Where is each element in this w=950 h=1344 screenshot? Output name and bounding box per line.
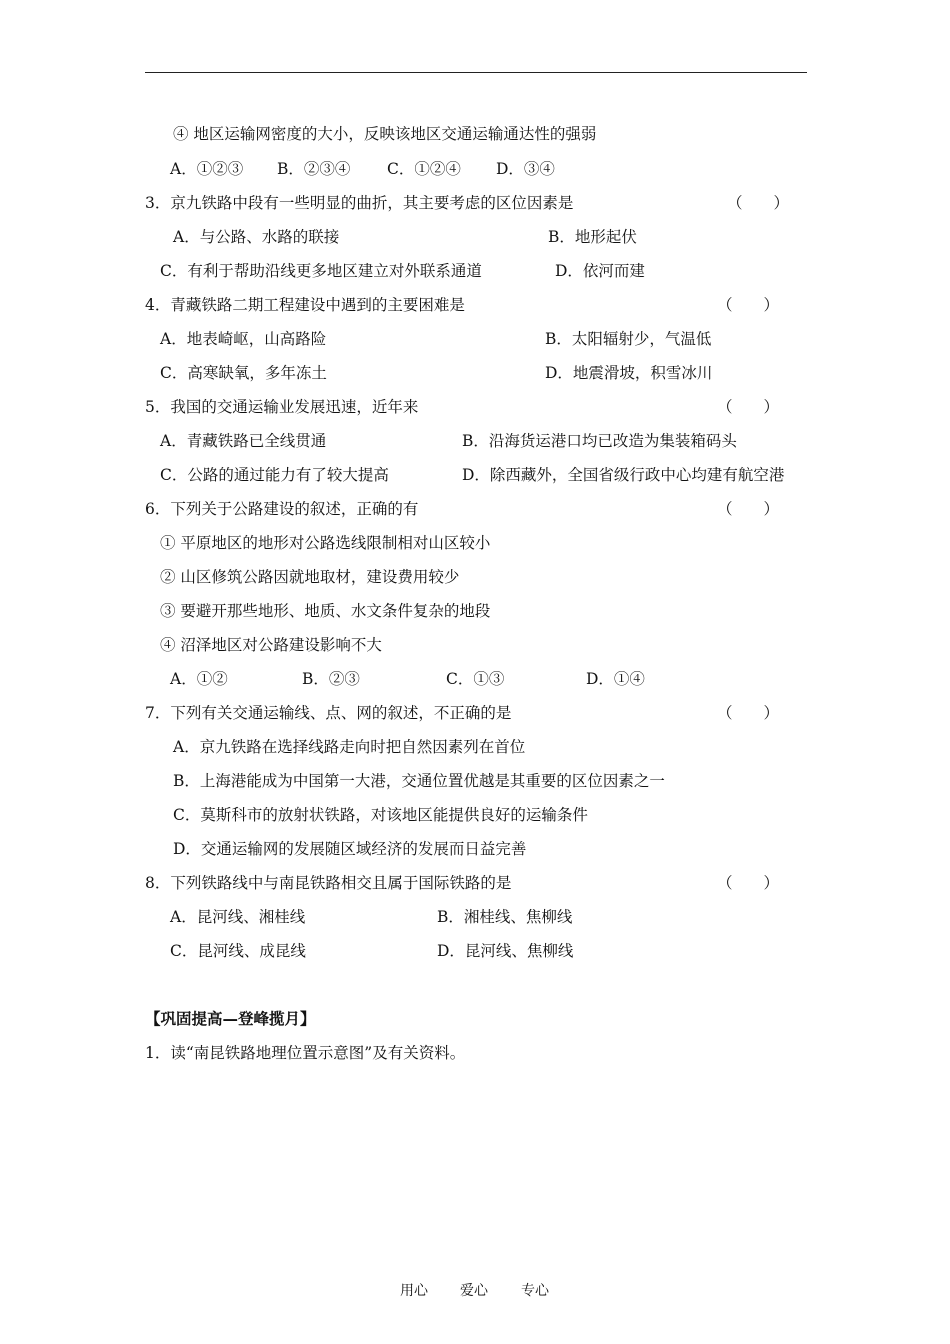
q2-option-a: A．①②③ bbox=[170, 160, 244, 178]
q3-option-a: A．与公路、水路的联接 bbox=[173, 228, 340, 246]
q4-stem: 4．青藏铁路二期工程建设中遇到的主要困难是 bbox=[145, 296, 465, 314]
q6-option-c: C．①③ bbox=[446, 670, 505, 688]
q6-item-3: ③ 要避开那些地形、地质、水文条件复杂的地段 bbox=[160, 602, 491, 620]
q4-option-a: A．地表崎岖，山高路险 bbox=[160, 330, 327, 348]
footer-text-3: 专心 bbox=[521, 1283, 549, 1299]
q6-option-d: D．①④ bbox=[586, 670, 645, 688]
footer-text-1: 用心 bbox=[400, 1283, 428, 1299]
q3-answer-blank: （ ） bbox=[727, 194, 790, 212]
q6-item-4: ④ 沼泽地区对公路建设影响不大 bbox=[160, 636, 382, 654]
q2-option-c: C．①②④ bbox=[387, 160, 461, 178]
section-question-1: 1．读“南昆铁路地理位置示意图”及有关资料。 bbox=[145, 1044, 466, 1062]
q4-option-c: C．高寒缺氧，多年冻土 bbox=[160, 364, 327, 382]
q3-stem: 3．京九铁路中段有一些明显的曲折，其主要考虑的区位因素是 bbox=[145, 194, 574, 212]
q3-option-c: C．有利于帮助沿线更多地区建立对外联系通道 bbox=[160, 262, 482, 280]
q8-answer-blank: （ ） bbox=[717, 874, 780, 892]
q7-option-d: D．交通运输网的发展随区域经济的发展而日益完善 bbox=[173, 840, 527, 858]
q8-option-b: B．湘桂线、焦柳线 bbox=[437, 908, 573, 926]
q5-answer-blank: （ ） bbox=[717, 398, 780, 416]
q5-option-d: D．除西藏外，全国省级行政中心均建有航空港 bbox=[462, 466, 785, 484]
q6-stem: 6．下列关于公路建设的叙述，正确的有 bbox=[145, 500, 419, 518]
q8-option-a: A．昆河线、湘桂线 bbox=[170, 908, 306, 926]
q6-item-2: ② 山区修筑公路因就地取材，建设费用较少 bbox=[160, 568, 460, 586]
q7-stem: 7．下列有关交通运输线、点、网的叙述，不正确的是 bbox=[145, 704, 512, 722]
q7-option-c: C．莫斯科市的放射状铁路，对该地区能提供良好的运输条件 bbox=[173, 806, 588, 824]
q8-stem: 8．下列铁路线中与南昆铁路相交且属于国际铁路的是 bbox=[145, 874, 512, 892]
q2-item-4: ④ 地区运输网密度的大小，反映该地区交通运输通达性的强弱 bbox=[173, 125, 597, 143]
q7-answer-blank: （ ） bbox=[717, 704, 780, 722]
q5-option-b: B．沿海货运港口均已改造为集装箱码头 bbox=[462, 432, 737, 450]
q6-answer-blank: （ ） bbox=[717, 500, 780, 518]
q3-option-d: D．依河而建 bbox=[555, 262, 645, 280]
section-heading: 【巩固提高—登峰揽月】 bbox=[145, 1010, 316, 1028]
q7-option-b: B．上海港能成为中国第一大港，交通位置优越是其重要的区位因素之一 bbox=[173, 772, 665, 790]
q6-option-a: A．①② bbox=[170, 670, 228, 688]
q7-option-a: A．京九铁路在选择线路走向时把自然因素列在首位 bbox=[173, 738, 526, 756]
q8-option-d: D．昆河线、焦柳线 bbox=[437, 942, 574, 960]
q4-option-b: B．太阳辐射少，气温低 bbox=[545, 330, 712, 348]
q4-option-d: D．地震滑坡，积雪冰川 bbox=[545, 364, 713, 382]
header-rule bbox=[145, 72, 807, 73]
q6-option-b: B．②③ bbox=[302, 670, 360, 688]
q2-option-b: B．②③④ bbox=[277, 160, 351, 178]
q6-item-1: ① 平原地区的地形对公路选线限制相对山区较小 bbox=[160, 534, 491, 552]
q8-option-c: C．昆河线、成昆线 bbox=[170, 942, 306, 960]
footer-text-2: 爱心 bbox=[460, 1283, 488, 1299]
q5-option-c: C．公路的通过能力有了较大提高 bbox=[160, 466, 389, 484]
q5-stem: 5．我国的交通运输业发展迅速，近年来 bbox=[145, 398, 419, 416]
q4-answer-blank: （ ） bbox=[717, 296, 780, 314]
q2-option-d: D．③④ bbox=[496, 160, 555, 178]
q3-option-b: B．地形起伏 bbox=[548, 228, 637, 246]
q5-option-a: A．青藏铁路已全线贯通 bbox=[160, 432, 327, 450]
